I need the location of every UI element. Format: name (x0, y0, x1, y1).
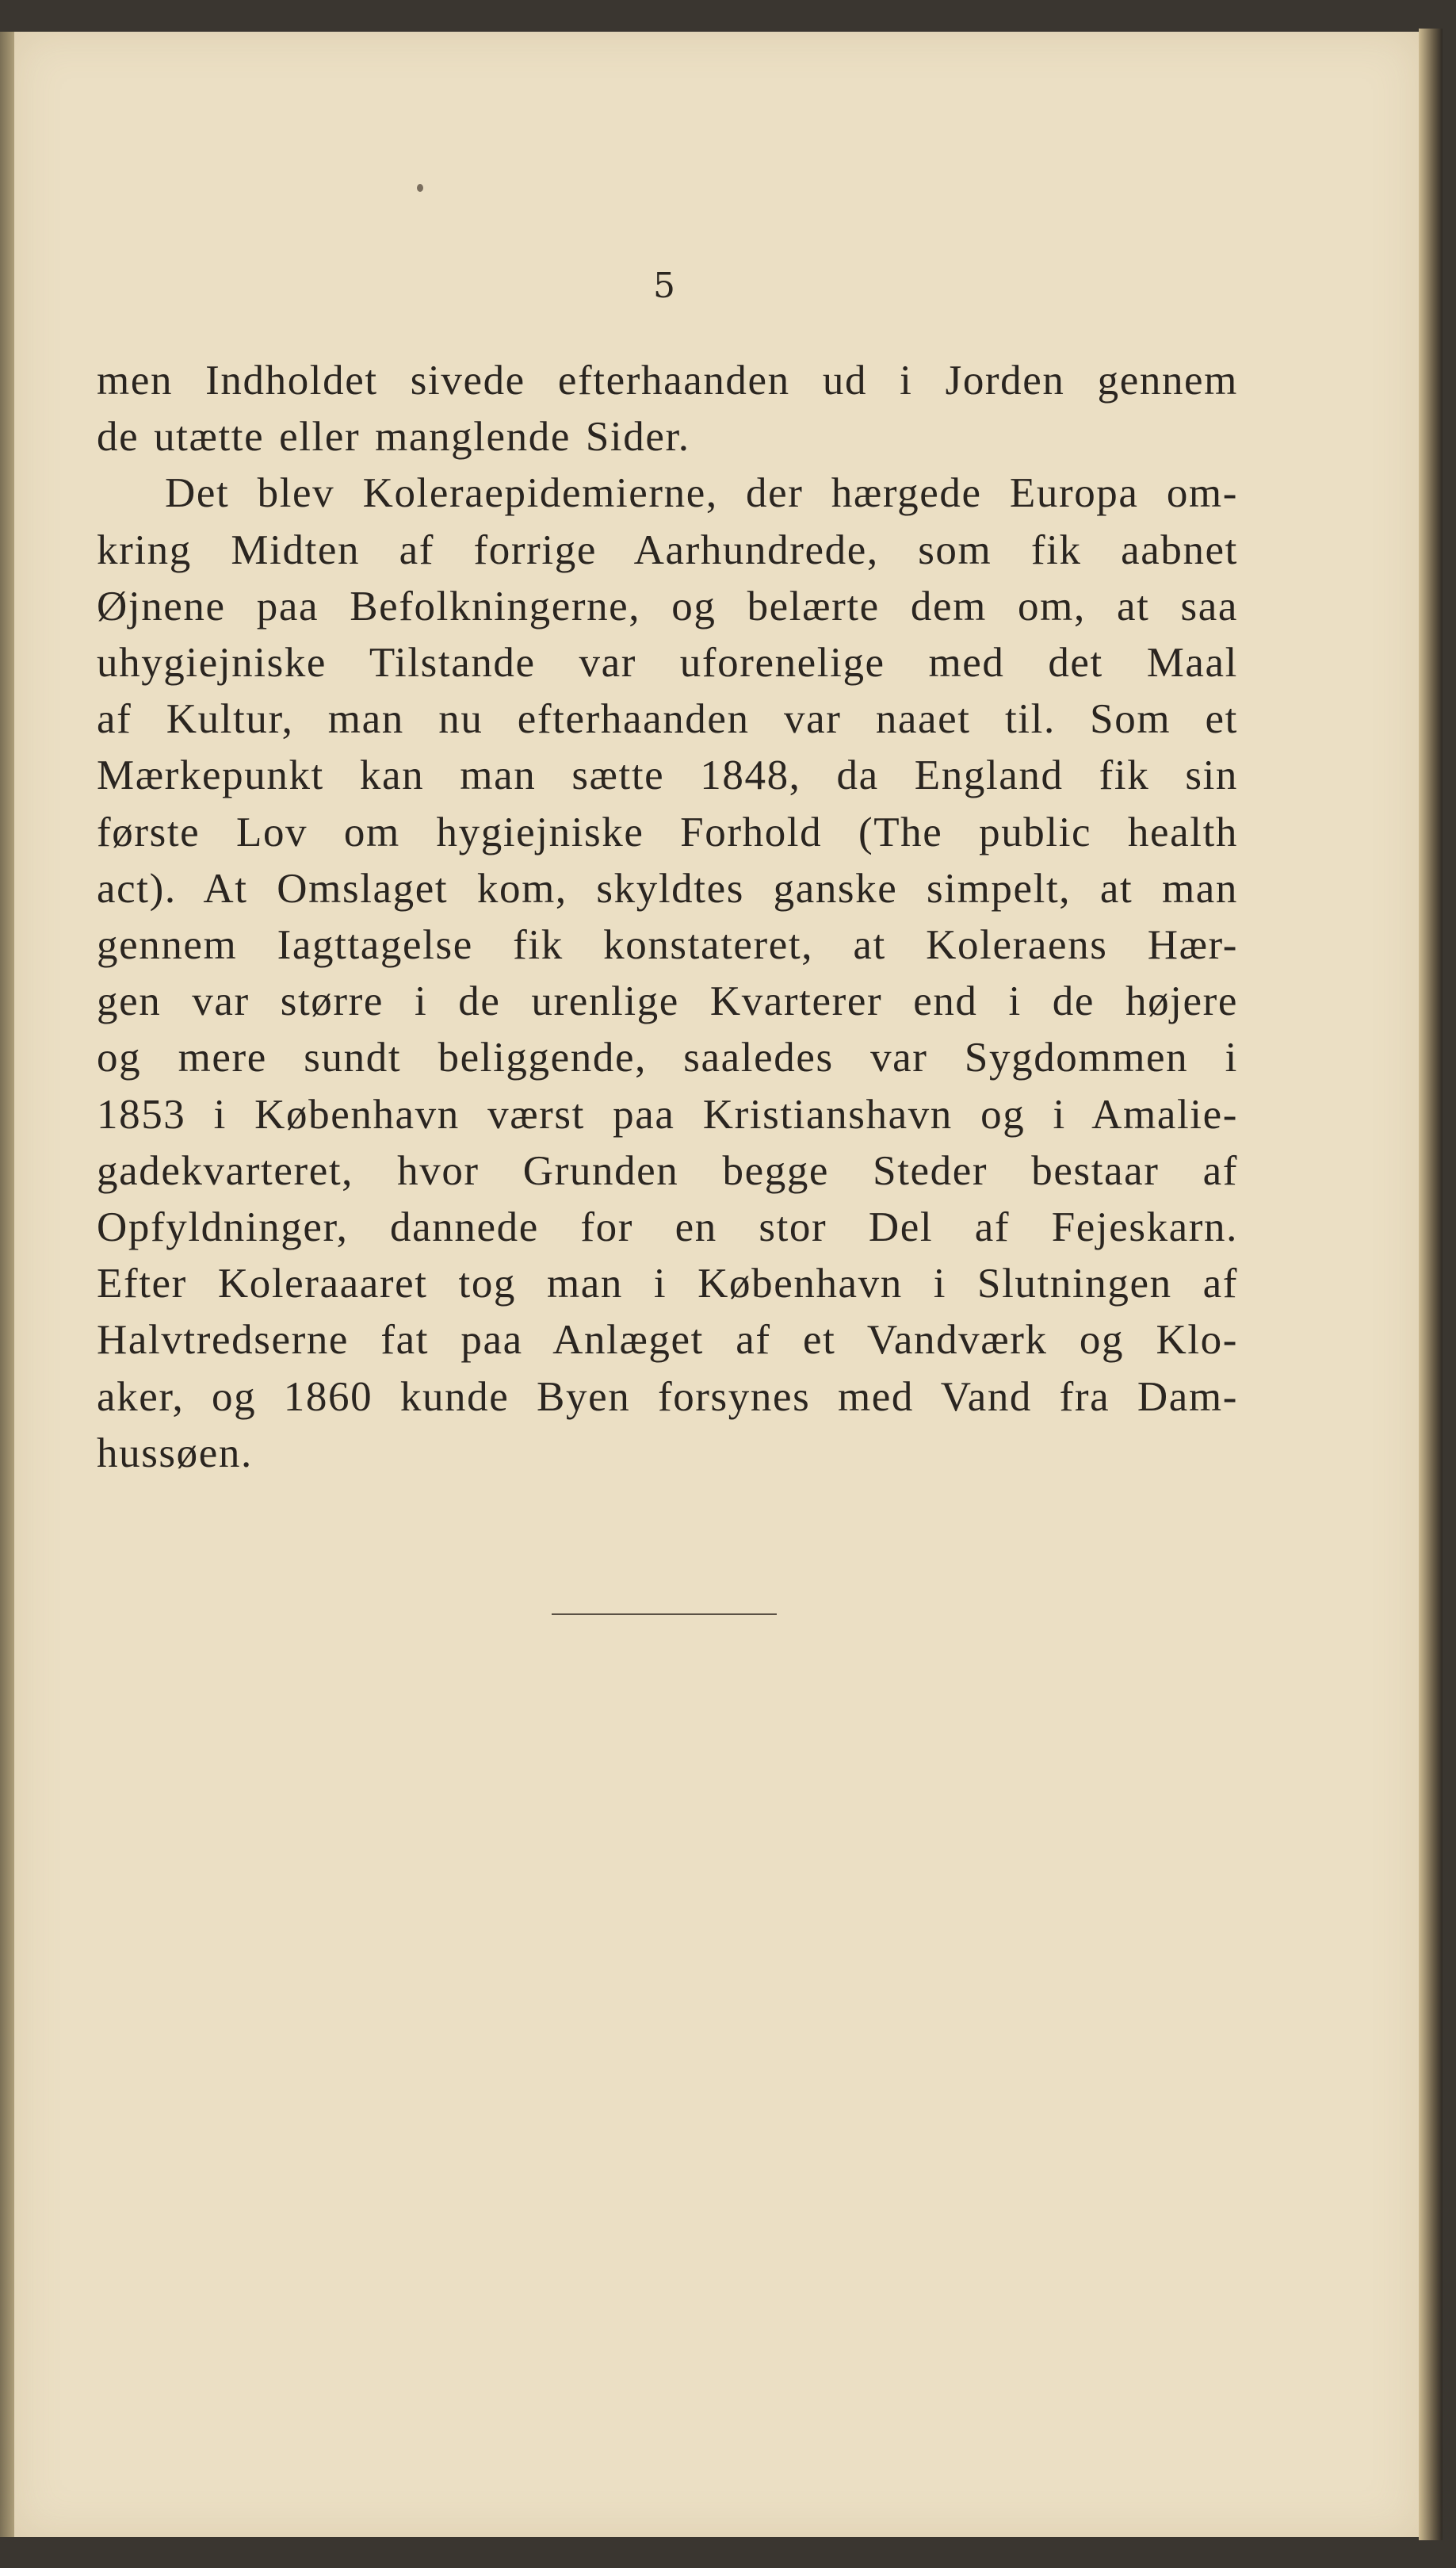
page-edge-right (1419, 29, 1443, 2540)
text-line: Mærkepunkt kan man sætte 1848, da England fik sin (97, 752, 1238, 799)
text-line: hussøen. (97, 1429, 253, 1476)
text-line: de utætte eller manglende Sider. (97, 414, 690, 461)
text-line: og mere sundt beliggende, saaledes var Sygdommen i (97, 1035, 1238, 1081)
text-line: af Kultur, man nu efterhaanden var naaet til. Som et (97, 696, 1238, 743)
text-line: men Indholdet sivede efterhaanden ud i Jorden gennem (97, 358, 1238, 404)
text-line: aker, og 1860 kunde Byen forsynes med Vand fra Dam- (97, 1373, 1238, 1420)
text-line: Øjnene paa Befolkningerne, og belærte dem om, at saa (97, 583, 1238, 630)
body-text (97, 353, 1238, 1482)
paper-speck (417, 184, 423, 192)
text-line: act). At Omslaget kom, skyldtes ganske simpelt, at man (97, 865, 1238, 912)
page-number: 5 (653, 266, 675, 306)
text-line: 1853 i København værst paa Kristianshavn og i Amalie- (97, 1091, 1238, 1138)
text-line: Det blev Koleraepidemierne, der hærgede Europa om- (165, 470, 1238, 517)
text-line: kring Midten af forrige Aarhundrede, som fik aabnet (97, 526, 1238, 573)
section-divider-rule (552, 1613, 777, 1615)
text-line: uhygiejniske Tilstande var uforenelige med det Maal (97, 640, 1238, 687)
book-page (14, 32, 1419, 2537)
text-line: gennem Iagttagelse fik konstateret, at Koleraens Hær- (97, 922, 1238, 969)
text-line: Halvtredserne fat paa Anlæget af et Vandværk og Klo- (97, 1317, 1238, 1364)
text-line: første Lov om hygiejniske Forhold (The public health (97, 809, 1238, 855)
text-line: Efter Koleraaaret tog man i København i Slutningen af (97, 1261, 1238, 1307)
text-line: gadekvarteret, hvor Grunden begge Steder bestaar af (97, 1147, 1238, 1194)
text-line: gen var større i de urenlige Kvarterer end i de højere (97, 978, 1238, 1025)
text-line: Opfyldninger, dannede for en stor Del af Fejeskarn. (97, 1204, 1238, 1251)
